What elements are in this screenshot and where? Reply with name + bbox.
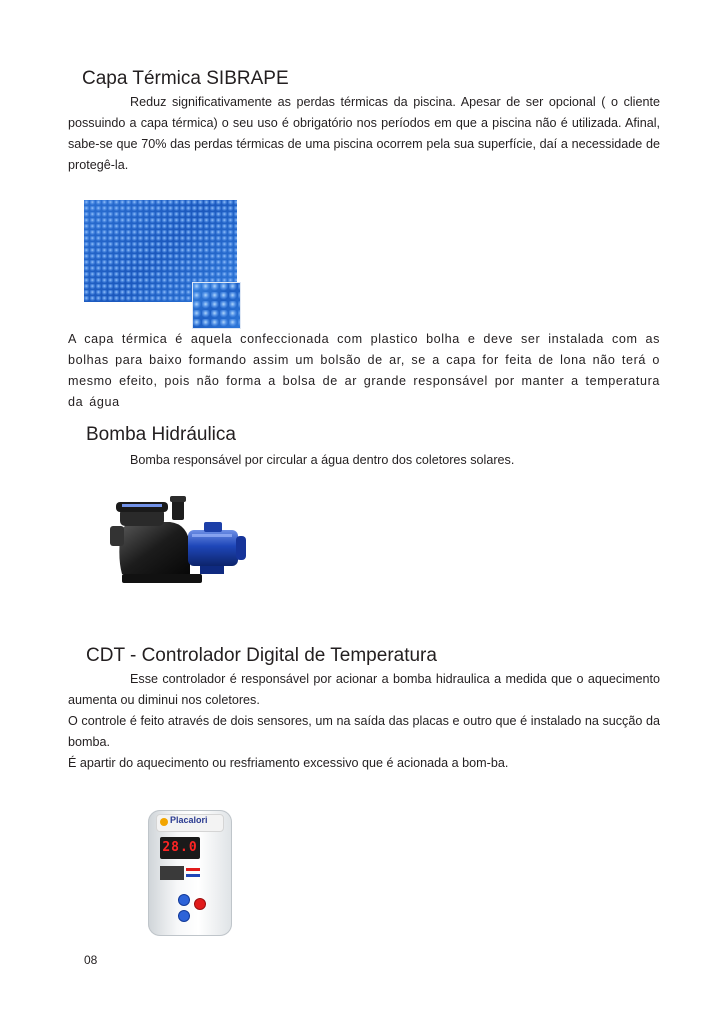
temperature-controller-image <box>148 810 232 936</box>
capa-termica-paragraph: Reduz significativamente as perdas térmicas da piscina. Apesar de ser opcional ( o cliente possuindo a capa térmica) o seu uso é obrigatório nos períodos em que a piscina não é utilizada. Afinal, sabe-se que 70% das perdas térmicas de uma piscina ocorrem pela sua superfície, daí a necessidade de protegê-la. <box>68 95 660 172</box>
cdt-paragraph-2: O controle é feito através de dois sensores, um na saída das placas e outro que é instalado na sucção da bomba. <box>68 714 660 749</box>
section-title-capa-termica: Capa Térmica SIBRAPE <box>82 68 289 89</box>
cdt-description <box>68 669 660 774</box>
capa-termica-caption <box>68 329 660 413</box>
cdt-paragraph-3: É apartir do aquecimento ou resfriamento excessivo que é acionada a bom-ba. <box>68 756 509 770</box>
device-panel-graphic <box>160 866 184 880</box>
bomba-description: Bomba responsável por circular a água dentro dos coletores solares. <box>130 453 515 467</box>
device-brand: Placalori <box>170 815 208 825</box>
section-title-cdt: CDT - Controlador Digital de Temperatura <box>86 645 437 666</box>
pool-pump-image <box>100 496 250 588</box>
brand-logo-icon <box>160 818 168 826</box>
capa-termica-description <box>68 92 660 176</box>
device-display <box>160 837 200 859</box>
up-button[interactable] <box>178 894 190 906</box>
section-title-bomba: Bomba Hidráulica <box>86 424 236 445</box>
cdt-paragraph-1: Esse controlador é responsável por acionar a bomba hidraulica a medida que o aquecimento aumenta ou diminui nos coletores. <box>68 672 660 707</box>
down-button[interactable] <box>178 910 190 922</box>
bubble-wrap-closeup-image <box>192 282 241 329</box>
power-button[interactable] <box>194 898 206 910</box>
device-display-value: 28.0 <box>162 840 198 855</box>
page-number: 08 <box>84 953 98 967</box>
capa-termica-caption-text: A capa térmica é aquela confeccionada com plastico bolha e deve ser instalada com as bolhas para baixo formando assim um bolsão de ar, se a capa for feita de lona não terá o mesmo efeito, pois não forma a bolsa de ar grande responsável por manter a temperatura da água <box>68 332 660 409</box>
